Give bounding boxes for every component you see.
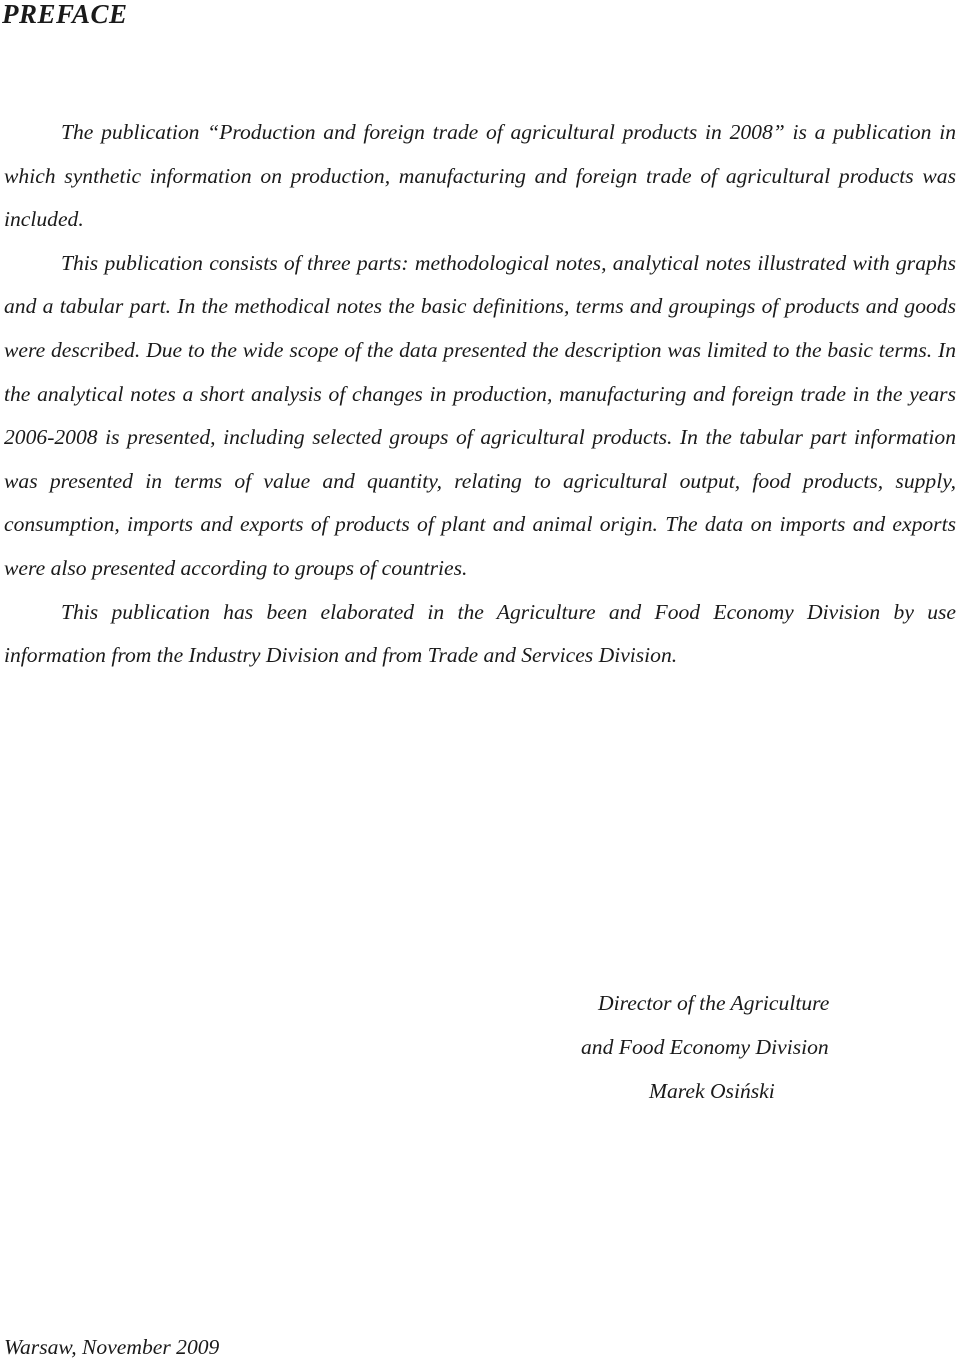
signature-title-line1: Director of the Agriculture <box>598 991 830 1015</box>
paragraph-intro: The publication “Production and foreign trade of agricultural products in 2008” is a publication in which synthetic information on production, manufacturing and foreign trade of agricultural products was included. <box>4 120 956 232</box>
signature-block <box>560 981 900 1113</box>
place-date: Warsaw, November 2009 <box>4 1335 220 1359</box>
signature-title-line2: and Food Economy Division <box>581 1035 829 1059</box>
preface-body <box>4 111 956 678</box>
paragraph-structure: This publication consists of three parts: methodological notes, analytical notes illustrated with graphs and a tabular part. In the methodical notes the basic definitions, terms and groupings of products and goods were described. Due to the wide scope of the data presented the description was limited to the basic terms. In the analytical notes a short analysis of changes in production, manufacturing and foreign trade in the years 2006-2008 is presented, including selected groups of agricultural products. In the tabular part information was presented in terms of value and quantity, relating to agricultural output, food products, supply, consumption, imports and exports of products of plant and animal origin. The data on imports and exports were also presented according to groups of countries. <box>4 250 956 580</box>
paragraph-sources: This publication has been elaborated in the Agriculture and Food Economy Division by use information from the Industry Division and from Trade and Services Division. <box>4 599 956 668</box>
page-title: PREFACE <box>2 0 128 29</box>
signature-name: Marek Osiński <box>649 1079 775 1103</box>
